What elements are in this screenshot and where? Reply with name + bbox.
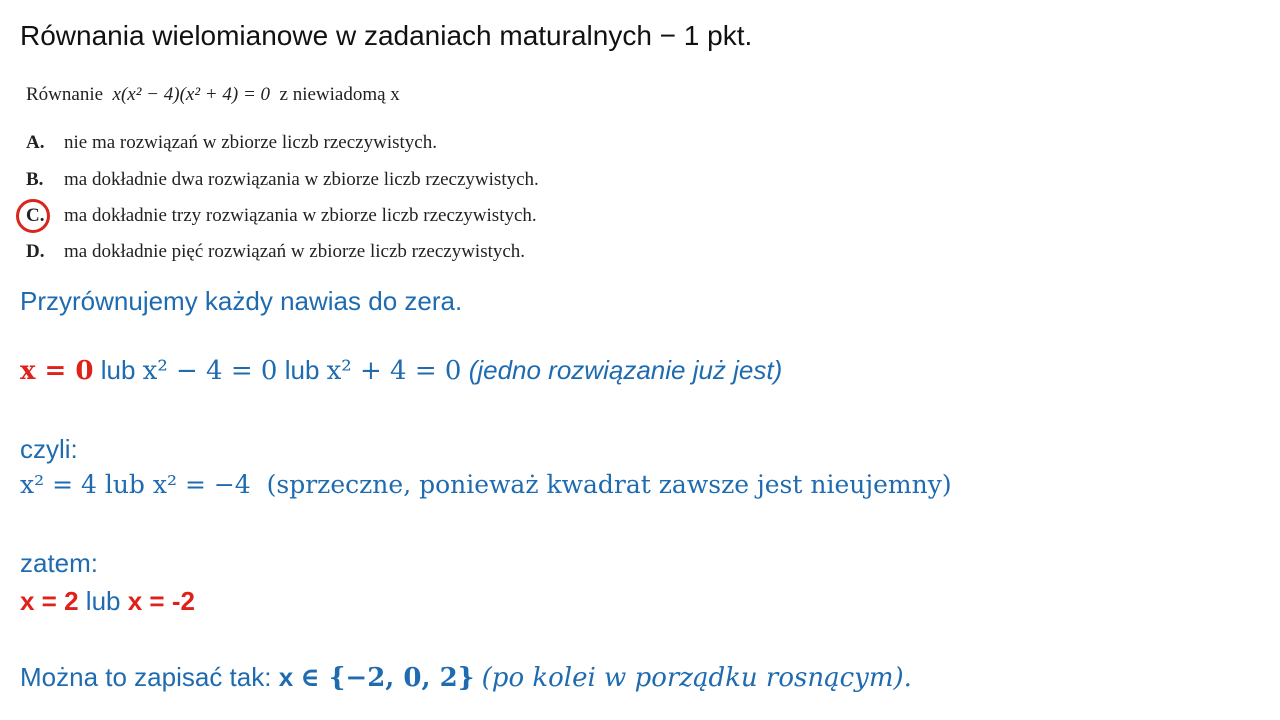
option-letter: D.: [26, 241, 45, 262]
root-two: x = 2: [20, 586, 79, 616]
solution-set: ∈ {−2, 0, 2}: [300, 663, 475, 693]
option-text: ma dokładnie dwa rozwiązania w zbiorze liczb rzeczywistych.: [64, 169, 539, 190]
lub-word: lub: [85, 586, 121, 616]
option-d: [26, 241, 525, 263]
summary-x: x: [278, 662, 294, 692]
lub-word: lub: [284, 355, 320, 385]
answer-circle-mark: [16, 199, 50, 233]
summary-lead: Można to zapisać tak:: [20, 662, 272, 692]
equation-2: x² + 4 = 0: [326, 356, 462, 386]
summary-note: (po kolei w porządku rosnącym).: [481, 663, 912, 693]
task-statement: [26, 84, 400, 106]
solution-line-6: [20, 586, 195, 617]
option-text: nie ma rozwiązań w zbiorze liczb rzeczywistych.: [64, 132, 437, 153]
option-text: ma dokładnie trzy rozwiązania w zbiorze liczb rzeczywistych.: [64, 205, 537, 226]
note-one-solution: (jedno rozwiązanie już jest): [468, 355, 783, 385]
solution-line-5: zatem:: [20, 548, 99, 578]
task-equation: x(x² − 4)(x² + 4) = 0: [112, 84, 271, 105]
option-b: [26, 169, 539, 191]
solution-line-3: czyli:: [20, 434, 78, 464]
equation-4: x² = −4: [152, 470, 251, 499]
note-contradiction: (sprzeczne, ponieważ kwadrat zawsze jest nieujemny): [266, 470, 952, 499]
equation-1: x² − 4 = 0: [142, 356, 278, 386]
equation-3: x² = 4: [20, 470, 97, 499]
solution-line-4: [20, 470, 952, 499]
option-a: [26, 132, 437, 154]
option-text: ma dokładnie pięć rozwiązań w zbiorze liczb rzeczywistych.: [64, 241, 526, 262]
lub-word: lub: [100, 355, 136, 385]
option-letter: A.: [26, 132, 45, 153]
solution-line-7: [20, 662, 912, 693]
option-letter: B.: [26, 169, 44, 190]
solution-line-2: [20, 355, 782, 386]
slide-title: Równania wielomianowe w zadaniach maturalnych − 1 pkt.: [20, 20, 753, 51]
solution-line-1: Przyrównujemy każdy nawias do zera.: [20, 286, 463, 316]
lub-word: lub: [104, 470, 145, 499]
task-lead: Równanie: [26, 84, 104, 105]
root-minus-two: x = -2: [127, 586, 195, 616]
root-zero: x = 0: [20, 356, 94, 386]
option-c: [26, 205, 537, 227]
task-tail: z niewiadomą x: [279, 84, 400, 105]
option-letter: C.: [26, 205, 45, 226]
